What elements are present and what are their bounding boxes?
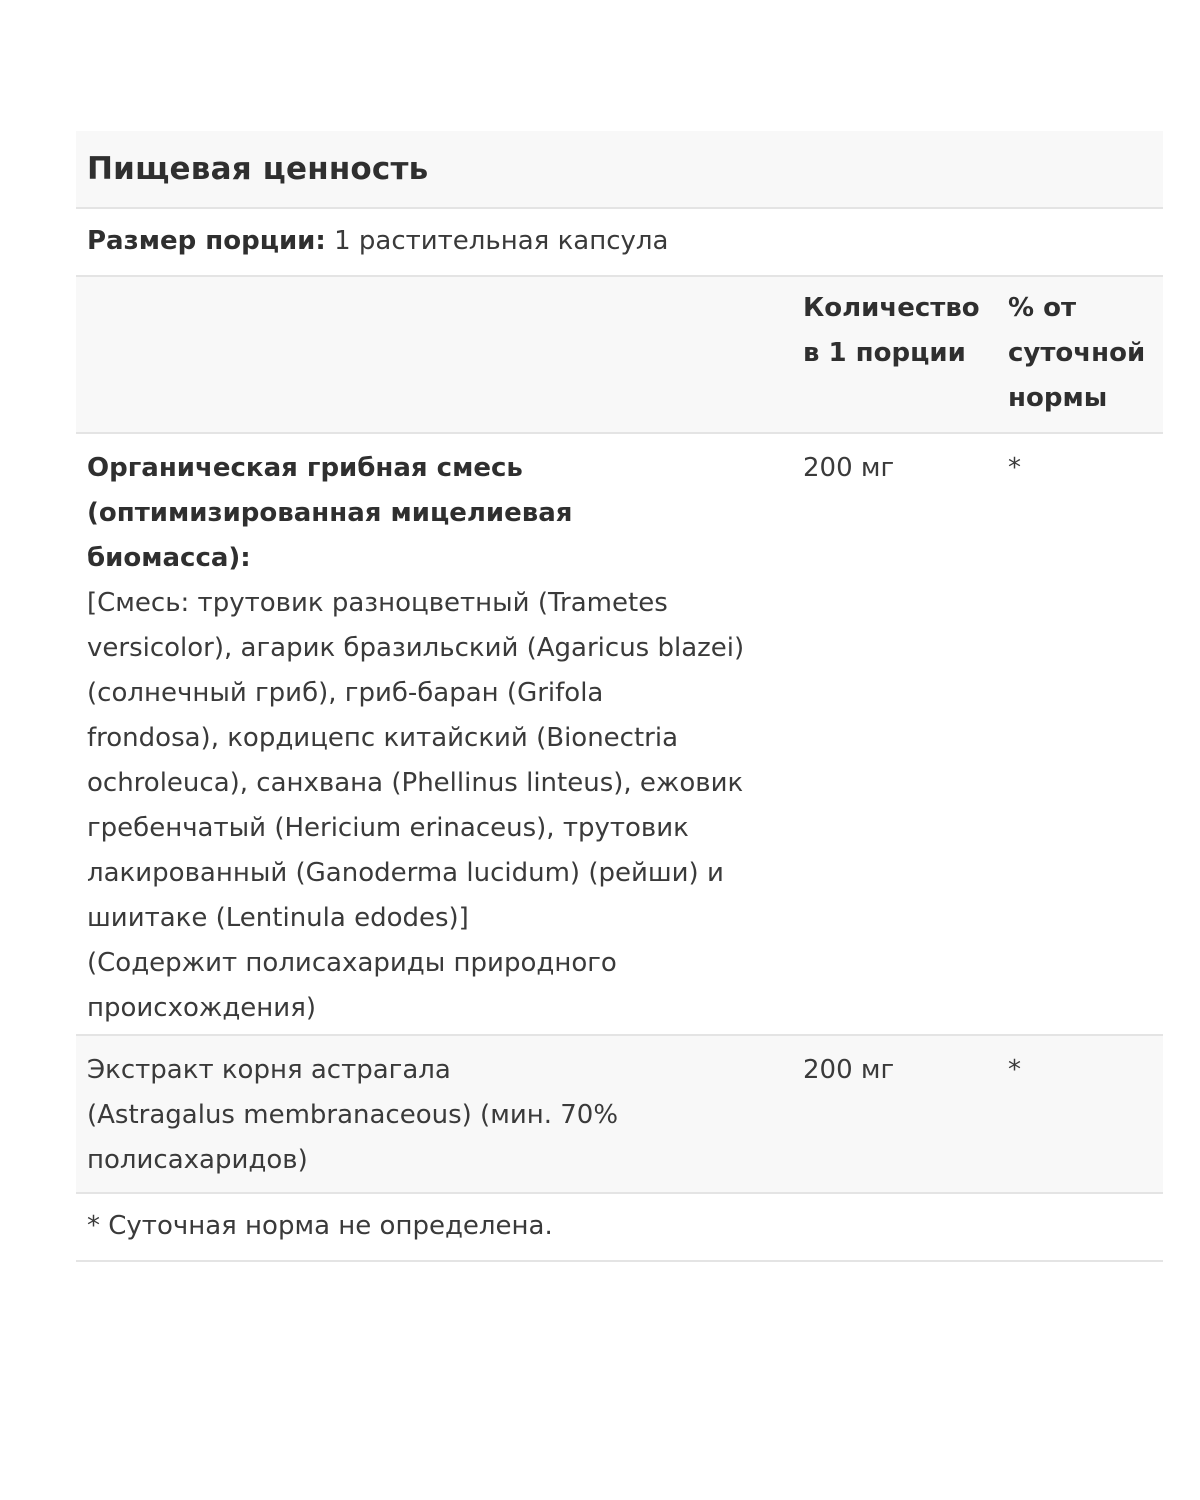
daily-value-header xyxy=(1008,286,1163,421)
ingredient-detail-line: (Содержит полисахариды природного xyxy=(87,948,617,978)
ingredient-detail-line: frondosa), кордицепс китайский (Bionectria xyxy=(87,723,679,753)
amount-header-line: в 1 порции xyxy=(803,338,966,368)
ingredient-detail-line: лакированный (Ganoderma lucidum) (рейши) и xyxy=(87,858,724,888)
ingredient-row-astragalus xyxy=(76,1036,1163,1194)
ingredient-amount: 200 мг xyxy=(803,1055,895,1085)
serving-size-value: 1 растительная капсула xyxy=(334,226,669,256)
ingredient-daily-value: * xyxy=(1008,1055,1021,1085)
page-title: Пищевая ценность xyxy=(87,151,429,187)
column-header-row xyxy=(76,277,1163,434)
title-row xyxy=(76,131,1163,209)
ingredient-name-line: (Astragalus membranaceous) (мин. 70% xyxy=(87,1100,619,1130)
ingredient-detail-line: [Смесь: трутовик разноцветный (Trametes xyxy=(87,588,668,618)
ingredient-detail-line: ochroleuca), санхвана (Phellinus linteus), ежовик xyxy=(87,768,744,798)
serving-size-label: Размер порции: xyxy=(87,226,326,256)
ingredient-description xyxy=(87,1048,787,1183)
ingredient-description xyxy=(87,446,787,1031)
ingredient-daily-value: * xyxy=(1008,453,1021,483)
nutrition-facts-table xyxy=(76,131,1163,1262)
daily-value-header-line: нормы xyxy=(1008,383,1108,413)
ingredient-detail-line: versicolor), агарик бразильский (Agaricus blazei) xyxy=(87,633,745,663)
ingredient-detail-line: происхождения) xyxy=(87,993,316,1023)
ingredient-detail-line: шиитаке (Lentinula edodes)] xyxy=(87,903,469,933)
amount-header-line: Количество xyxy=(803,293,980,323)
amount-per-serving-header xyxy=(803,286,993,376)
serving-size-row xyxy=(76,209,1163,277)
ingredient-name-line: Экстракт корня астрагала xyxy=(87,1055,451,1085)
ingredient-row-mushroom-blend xyxy=(76,434,1163,1036)
ingredient-name-line: биомасса): xyxy=(87,543,251,573)
footnote: * Суточная норма не определена. xyxy=(76,1194,1163,1262)
ingredient-name-line: полисахаридов) xyxy=(87,1145,308,1175)
ingredient-detail-line: гребенчатый (Hericium erinaceus), трутовик xyxy=(87,813,689,843)
ingredient-amount: 200 мг xyxy=(803,453,895,483)
ingredient-name-line: (оптимизированная мицелиевая xyxy=(87,498,573,528)
ingredient-detail-line: (солнечный гриб), гриб-баран (Grifola xyxy=(87,678,604,708)
daily-value-header-line: % от xyxy=(1008,293,1077,323)
daily-value-header-line: суточной xyxy=(1008,338,1146,368)
ingredient-name-line: Органическая грибная смесь xyxy=(87,453,523,483)
